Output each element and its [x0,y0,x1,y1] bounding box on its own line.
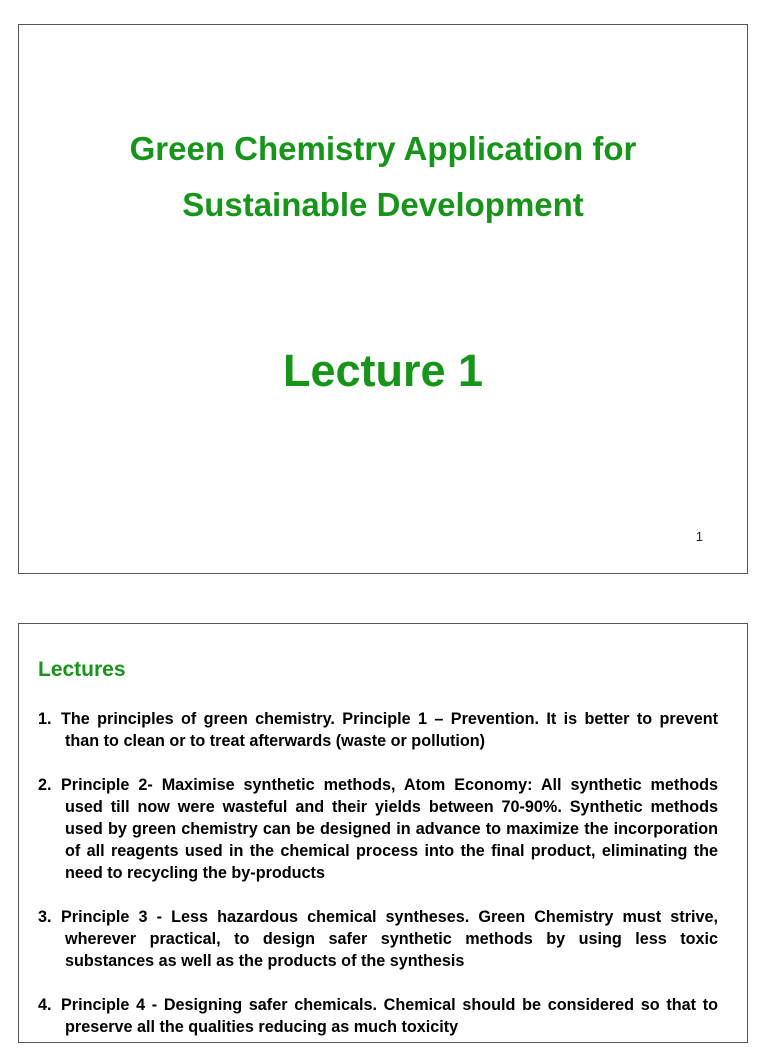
lecture-item-number: 2. [38,776,52,794]
lecture-item-4 [38,994,718,1038]
lectures-heading: Lectures [38,658,126,681]
lecture-item-number: 1. [38,710,52,728]
slide-1 [18,24,748,574]
slide-page-number: 1 [695,529,703,544]
lecture-item-text: The principles of green chemistry. Principle 1 – Prevention. It is better to prevent than to clean or to treat afterwards (waste or pollution) [61,710,718,750]
lecture-list [38,708,718,1060]
lecture-item-2 [38,774,718,884]
slide-title-line-2: Sustainable Development [182,186,584,223]
lecture-item-text: Principle 2- Maximise synthetic methods, Atom Economy: All synthetic methods used till now were wasteful and their yields between 70-90%. Synthetic methods used by green chemistry can be designed in advance to maximize the incorporation of all reagents used in the chemical process into the final product, eliminating the need to recycling the by-products [61,776,718,882]
lecture-item-number: 3. [38,908,52,926]
slide-title-line-1: Green Chemistry Application for [129,130,637,167]
lecture-subtitle: Lecture 1 [282,345,484,396]
lecture-item-3 [38,906,718,972]
lecture-item-text: Principle 3 - Less hazardous chemical syntheses. Green Chemistry must strive, wherever practical, to design safer synthetic methods by using less toxic substances as well as the products of the synthesis [61,908,718,970]
lecture-item-1 [38,708,718,752]
lecture-item-text: Principle 4 - Designing safer chemicals. Chemical should be considered so that to preserve all the qualities reducing as much toxicity [61,996,718,1036]
slide-title [19,121,747,233]
slide-2 [18,623,748,1043]
lecture-item-number: 4. [38,996,52,1014]
